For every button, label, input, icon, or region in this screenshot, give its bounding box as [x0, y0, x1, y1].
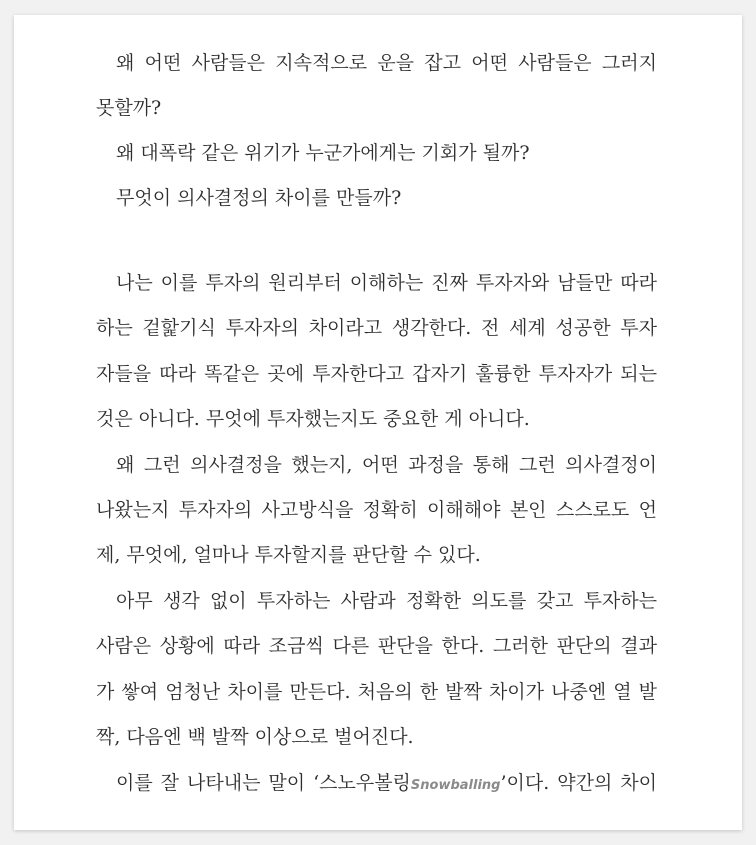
text-line: 짝, 다음엔 백 발짝 이상으로 벌어진다. [96, 726, 414, 748]
text-line: 아무 생각 없이 투자하는 사람과 정확한 의도를 갖고 투자하는 [116, 590, 657, 612]
text-line: 하는 겉핥기식 투자자의 차이라고 생각한다. 전 세계 성공한 투자 [96, 317, 657, 339]
text-line: 제, 무엇에, 얼마나 투자할지를 판단할 수 있다. [96, 544, 481, 566]
text-line: 왜 그런 의사결정을 했는지, 어떤 과정을 통해 그런 의사결정이 [116, 454, 657, 476]
text-line: 무엇이 의사결정의 차이를 만들까? [116, 187, 402, 209]
text-line: 자들을 따라 똑같은 곳에 투자한다고 갑자기 훌륭한 투자자가 되는 [96, 363, 657, 385]
text-line: 사람은 상황에 따라 조금씩 다른 판단을 한다. 그러한 판단의 결과 [96, 635, 657, 657]
text-line [96, 760, 657, 806]
text-line: 나는 이를 투자의 원리부터 이해하는 진짜 투자자와 남들만 따라 [116, 272, 657, 294]
text-line: 나왔는지 투자자의 사고방식을 정확히 이해해야 본인 스스로도 언 [96, 499, 657, 521]
text-line: 왜 어떤 사람들은 지속적으로 운을 잡고 어떤 사람들은 그러지 [116, 52, 657, 74]
text-line: 못할까? [96, 97, 162, 119]
document-page [14, 15, 742, 830]
text-line: 왜 대폭락 같은 위기가 누군가에게는 기회가 될까? [116, 142, 530, 164]
text-line: 것은 아니다. 무엇에 투자했는지도 중요한 게 아니다. [96, 408, 530, 430]
english-term: Snowballing [410, 778, 501, 793]
text-segment: 이를 잘 나타내는 말이 ‘스노우볼링 [116, 772, 411, 794]
text-segment: ’이다. 약간의 차이 [500, 772, 657, 794]
text-line: 가 쌓여 엄청난 차이를 만든다. 처음의 한 발짝 차이가 나중엔 열 발 [96, 681, 657, 703]
